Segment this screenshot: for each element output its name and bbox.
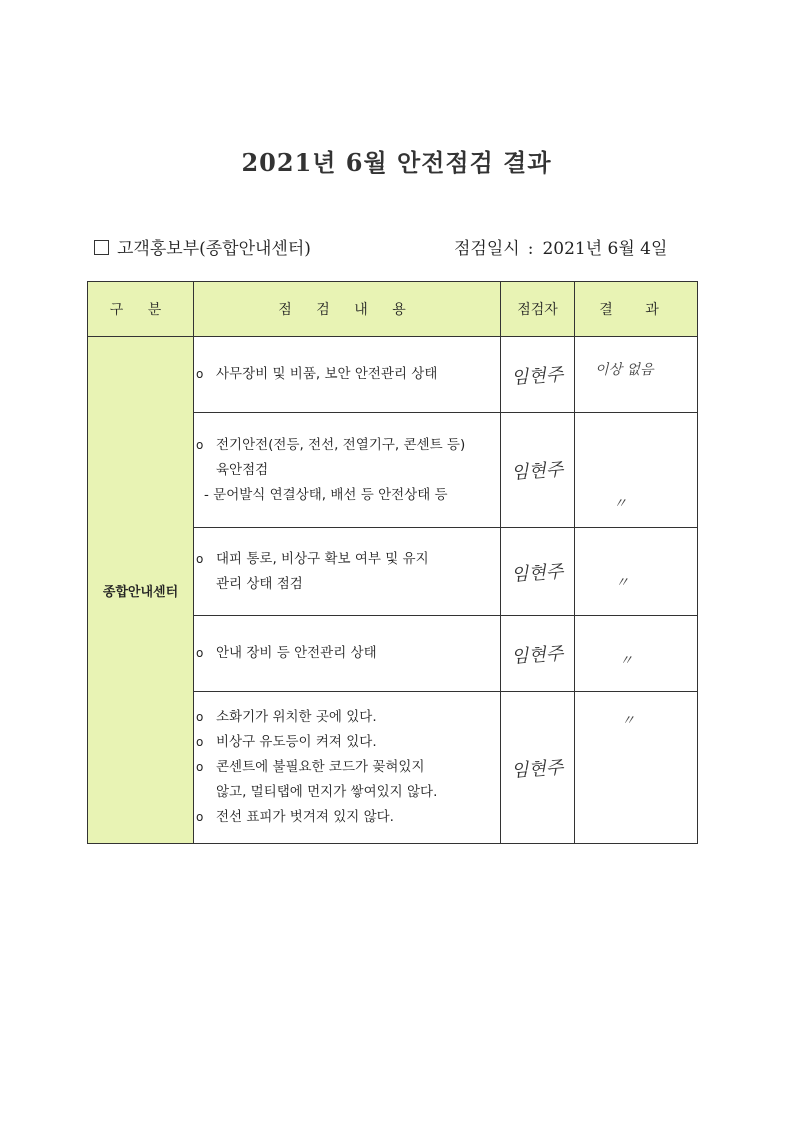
inspector-signature: 임현주: [510, 756, 565, 782]
checklist-item: [194, 362, 500, 387]
table-header-row: [88, 282, 698, 337]
bullet-icon: o: [196, 735, 204, 749]
result-cell: [575, 337, 698, 413]
inspector-cell: [501, 692, 575, 844]
item-text: 비상구 유도등이 켜져 있다.: [216, 734, 377, 750]
content-cell: [194, 413, 501, 528]
bullet-icon: o: [196, 710, 204, 724]
result-handwritten: 〃: [613, 496, 627, 512]
content-cell: [194, 528, 501, 616]
inspector-cell: [501, 616, 575, 692]
item-text: 전기안전(전등, 전선, 전열기구, 콘센트 등): [216, 436, 466, 453]
inspector-signature: 임현주: [510, 459, 565, 484]
result-cell: [575, 616, 698, 692]
header-inspector: 점검자: [501, 282, 575, 337]
inspection-date-value: 2021년 6월 4일: [542, 239, 668, 259]
item-text-continued: 육안점검: [216, 461, 269, 478]
bullet-icon: o: [196, 810, 204, 824]
checklist-item: [194, 805, 500, 830]
inspector-cell: [501, 337, 575, 413]
page-title: 2021년 6월 안전점검 결과: [241, 148, 552, 177]
department-label: [94, 234, 311, 259]
inspection-table: [87, 281, 698, 844]
result-handwritten: 〃: [615, 575, 629, 591]
item-text-continued: 않고, 멀티탭에 먼지가 쌓여있지 않다.: [216, 784, 438, 800]
checklist-item: [194, 547, 500, 572]
checklist-item: [194, 730, 500, 755]
content-cell: [194, 616, 501, 692]
content-cell: [194, 692, 501, 844]
item-text: 안내 장비 등 안전관리 상태: [216, 645, 377, 661]
bullet-icon: o: [196, 760, 204, 774]
item-text: 사무장비 및 비품, 보안 안전관리 상태: [216, 366, 438, 382]
inspector-cell: [501, 413, 575, 528]
inspector-cell: [501, 528, 575, 616]
bullet-icon: o: [196, 437, 204, 452]
category-cell: 종합안내센터: [88, 337, 194, 844]
inspector-signature: 임현주: [510, 560, 565, 586]
inspection-date-separator: :: [527, 239, 534, 259]
checklist-item: [194, 755, 500, 780]
inspector-signature: 임현주: [510, 363, 565, 389]
checkbox-icon: [94, 240, 109, 255]
item-text-continued: 관리 상태 점검: [216, 575, 303, 592]
item-text: 대피 통로, 비상구 확보 여부 및 유지: [216, 550, 429, 567]
inspection-date-label: 점검일시: [454, 239, 520, 259]
checklist-item: [194, 433, 500, 458]
item-subtext: - 문어발식 연결상태, 배선 등 안전상태 등: [204, 486, 448, 503]
item-text: 전선 표피가 벗겨져 있지 않다.: [216, 809, 394, 825]
bullet-icon: o: [196, 646, 204, 660]
result-cell: [575, 413, 698, 528]
item-text: 소화기가 위치한 곳에 있다.: [216, 709, 377, 725]
item-text: 콘센트에 불필요한 코드가 꽂혀있지: [216, 759, 425, 775]
result-handwritten: 이상 없음: [595, 362, 654, 378]
result-handwritten: 〃: [621, 713, 635, 729]
bullet-icon: o: [196, 551, 204, 566]
result-cell: [575, 692, 698, 844]
checklist-item: [194, 641, 500, 666]
inspection-date: [454, 234, 667, 259]
header-category: 구 분: [88, 282, 194, 337]
result-handwritten: 〃: [619, 653, 633, 669]
result-cell: [575, 528, 698, 616]
content-cell: [194, 337, 501, 413]
checklist-item: [194, 705, 500, 730]
inspector-signature: 임현주: [510, 642, 565, 668]
header-result: 결 과: [575, 282, 698, 337]
header-content: 점 검 내 용: [194, 282, 501, 337]
table-row: [88, 337, 698, 413]
bullet-icon: o: [196, 367, 204, 381]
department-name: 고객홍보부(종합안내센터): [117, 239, 311, 259]
